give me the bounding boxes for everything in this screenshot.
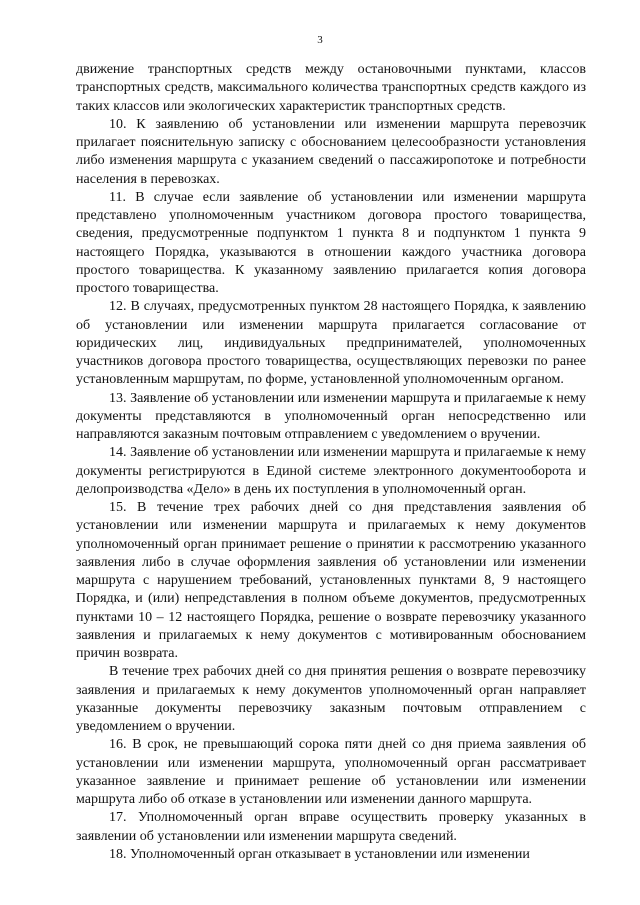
paragraph-17: 17. Уполномоченный орган вправе осуществить проверку указанных в заявлении об установлении или изменении маршрута сведений. xyxy=(76,810,586,844)
paragraph-12: 12. В случаях, предусмотренных пунктом 28 настоящего Порядка, к заявлению об установлении или изменении маршрута прилагается согласование от юридических лиц, индивидуальных предпринимателей, уполномоченных участников договора простого товарищества, осуществляющих перевозки по ранее установленным маршрутам, по форме, установленной уполномоченным органом. xyxy=(76,299,586,388)
paragraph-14: 14. Заявление об установлении или изменении маршрута и прилагаемые к нему документы регистрируются в Единой системе электронного документооборота и делопроизводства «Дело» в день их поступления в уполномоченный орган. xyxy=(76,445,586,497)
paragraph-13: 13. Заявление об установлении или изменении маршрута и прилагаемые к нему документы представляются в уполномоченный орган непосредственно или направляются заказным почтовым отправлением с уведомлением о вручении. xyxy=(76,390,586,442)
document-body xyxy=(76,61,586,864)
paragraph-15-second-part: В течение трех рабочих дней со дня принятия решения о возврате перевозчику заявления и прилагаемых к нему документов уполномоченный орган направляет указанные документы перевозчику заказным почтовым отправлением с уведомлением о вручении. xyxy=(76,664,586,734)
paragraph-11: 11. В случае если заявление об установлении или изменении маршрута представлено уполномоченным участником договора простого товарищества, сведения, предусмотренные подпунктом 1 пункта 8 и подпунктом 1 пункта 9 настоящего Порядка, указываются в отношении каждого участника договора простого товарищества. К указанному заявлению прилагается копия договора простого товарищества. xyxy=(76,189,586,296)
paragraph-continuation: движение транспортных средств между остановочными пунктами, классов транспортных средств, максимального количества транспортных средств каждого из таких классов или экологических характеристик транспортных средств. xyxy=(76,62,586,114)
paragraph-18: 18. Уполномоченный орган отказывает в установлении или изменении xyxy=(109,846,530,862)
page-number: 3 xyxy=(317,34,323,46)
paragraph-15: 15. В течение трех рабочих дней со дня представления заявления об установлении или изменении маршрута и прилагаемых к нему документов уполномоченный орган принимает решение о принятии к рассмотрению указанного заявления либо в случае оформления заявления об установлении или изменении маршрута с нарушением требований, установленных пунктами 8, 9 настоящего Порядка, и (или) непредставления в полном объеме документов, предусмотренных пунктами 10 – 12 настоящего Порядка, решение о возврате перевозчику указанного заявления и прилагаемых к нему документов с мотивированным обоснованием причин возврата. xyxy=(76,500,586,661)
paragraph-16: 16. В срок, не превышающий сорока пяти дней со дня приема заявления об установлении или изменении маршрута, уполномоченный орган рассматривает указанное заявление и принимает решение об установлении или изменении маршрута либо об отказе в установлении или изменении данного маршрута. xyxy=(76,737,586,807)
paragraph-10: 10. К заявлению об установлении или изменении маршрута перевозчик прилагает пояснительную записку с обоснованием целесообразности установления либо изменения маршрута с указанием сведений о пассажиропотоке и потребности населения в перевозках. xyxy=(76,116,586,187)
